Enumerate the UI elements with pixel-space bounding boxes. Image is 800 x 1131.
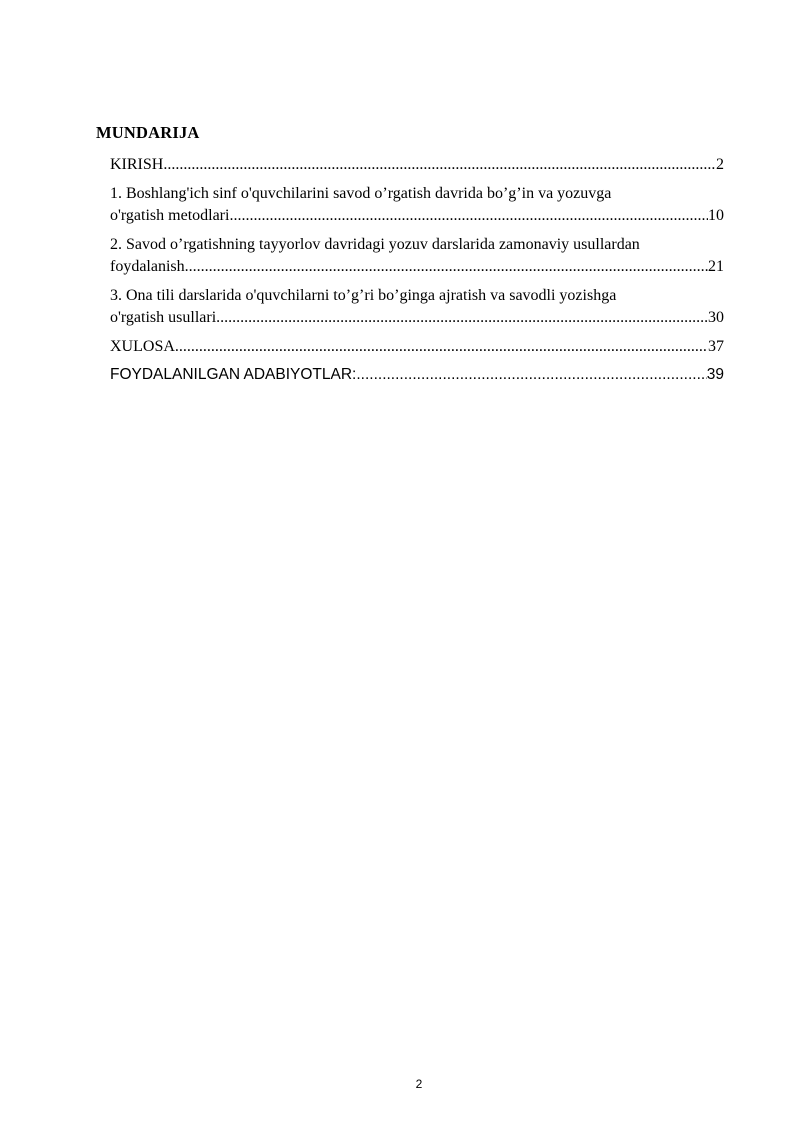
toc-entry-title-line-1: 3. Ona tili darslarida o'quvchilarni to’g’ri bo’ginga ajratish va savodli yozishga — [110, 286, 617, 304]
dot-leader — [185, 256, 708, 279]
toc-entry-line — [110, 256, 724, 279]
toc-entry-page: 2 — [716, 156, 724, 173]
toc-entry-page: 10 — [708, 207, 724, 224]
toc-entry-title: FOYDALANILGAN ADABIYOTLAR: — [110, 366, 357, 383]
dot-leader — [216, 307, 708, 330]
toc-entry-title-line-2: o'rgatish metodlari — [110, 207, 230, 224]
toc-entry-line — [110, 364, 724, 387]
dot-leader — [229, 205, 708, 228]
dot-leader — [163, 154, 716, 177]
dot-leader — [175, 336, 708, 359]
toc-entry-title: KIRISH — [110, 156, 164, 173]
toc-entry-title-line-2: o'rgatish usullari — [110, 309, 217, 326]
toc-entry-title-line-2: foydalanish — [110, 258, 185, 275]
toc-entry-title: XULOSA — [110, 337, 175, 355]
toc-entry-page: 37 — [708, 337, 724, 355]
toc-entry-line — [110, 307, 724, 330]
toc-entry-page: 39 — [706, 366, 724, 383]
toc-entry-chapter-1[interactable] — [110, 183, 724, 228]
toc-entry-references[interactable] — [110, 364, 724, 387]
toc-entry-line — [110, 154, 724, 177]
toc-entry-kirish[interactable] — [110, 154, 724, 177]
dot-leader — [356, 364, 706, 387]
toc-title: MUNDARIJA — [96, 123, 200, 142]
toc-entry-chapter-2[interactable] — [110, 234, 724, 279]
table-of-contents — [110, 154, 724, 393]
footer-page-number: 2 — [415, 1077, 423, 1091]
toc-entry-title-line-1: 2. Savod o’rgatishning tayyorlov davridagi yozuv darslarida zamonaviy usullardan — [110, 235, 640, 253]
toc-entry-title-line-1: 1. Boshlang'ich sinf o'quvchilarini savod o’rgatish davrida bo’g’in va yozuvga — [110, 184, 612, 202]
toc-entry-xulosa[interactable] — [110, 336, 724, 359]
toc-entry-chapter-3[interactable] — [110, 285, 724, 330]
toc-entry-line — [110, 205, 724, 228]
toc-entry-page: 30 — [708, 309, 724, 326]
toc-entry-page: 21 — [708, 258, 724, 275]
toc-entry-line — [110, 336, 724, 359]
